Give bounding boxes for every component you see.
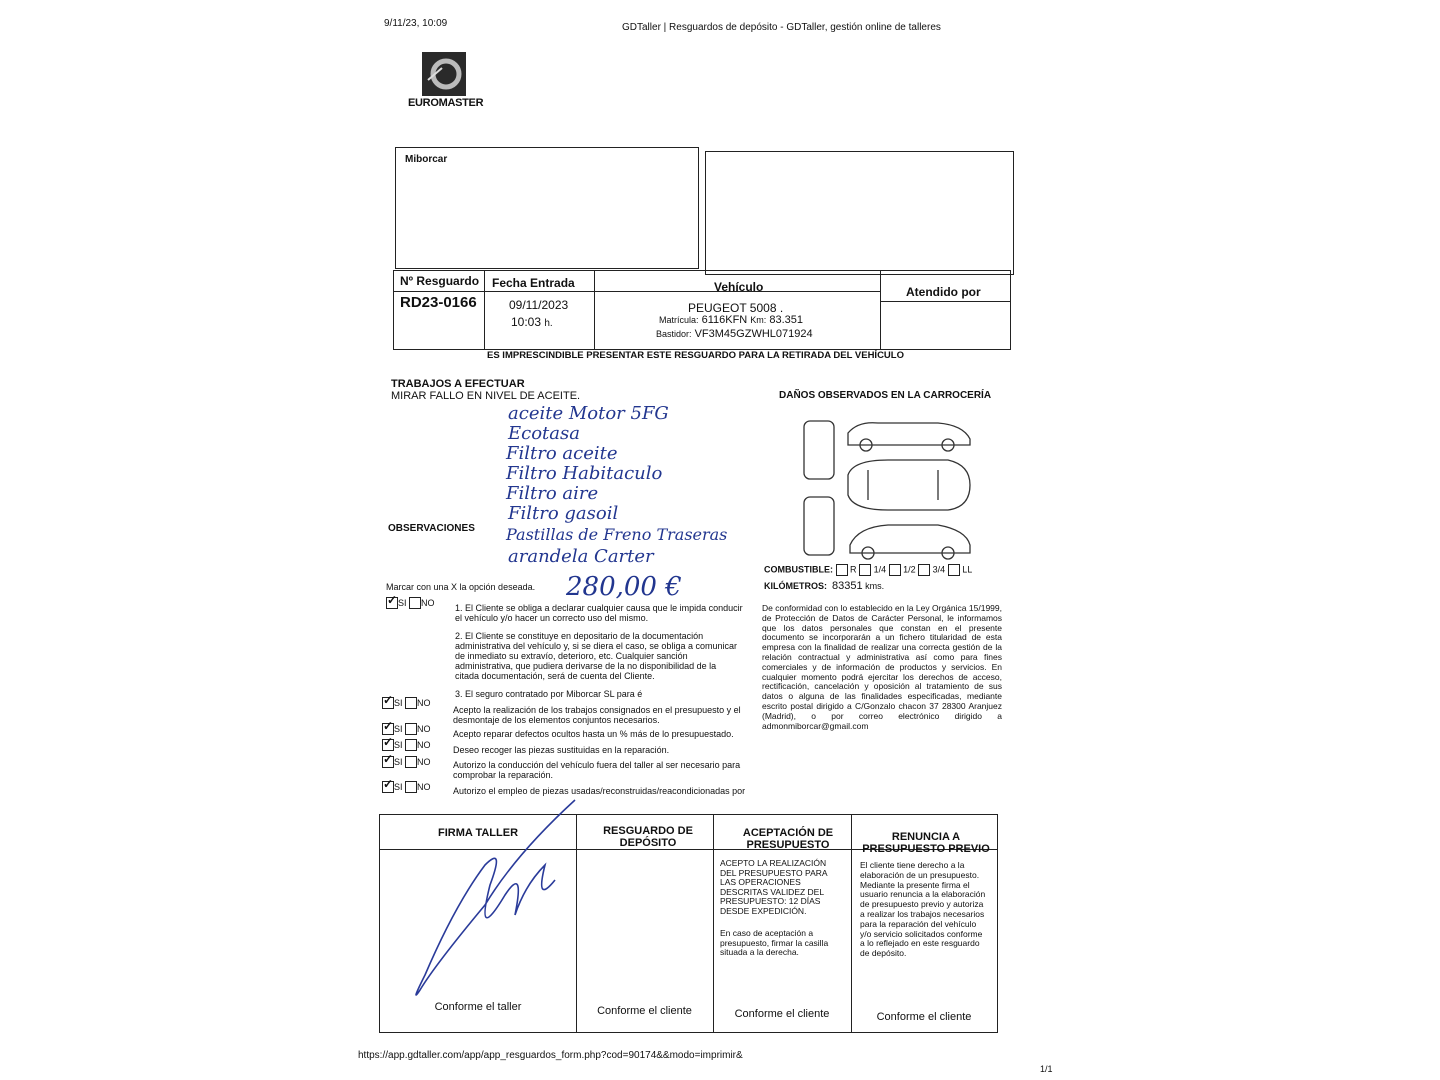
damage-title: DAÑOS OBSERVADOS EN LA CARROCERÍA	[779, 390, 992, 401]
clause-1: 1. El Cliente se obliga a declarar cualquier causa que le impida conducir el vehículo y/o hacer un correcto uso del mismo.	[455, 603, 743, 623]
print-page-title: GDTaller | Resguardos de depósito - GDTaller, gestión online de talleres	[622, 22, 941, 33]
option-3-no-checkbox[interactable]	[405, 739, 417, 751]
handwritten-signature-icon	[395, 795, 595, 1005]
print-datetime: 9/11/23, 10:09	[384, 18, 448, 29]
handwritten-line: Filtro Habitaculo	[506, 463, 663, 484]
option-4-yesno: ✓SI NO	[382, 756, 431, 768]
option-2-text: Acepto reparar defectos ocultos hasta un % más de lo presupuestado.	[453, 729, 734, 739]
works-title: TRABAJOS A EFECTUAR	[391, 378, 525, 390]
euromaster-logo-icon	[422, 52, 466, 96]
header-fecha: Fecha Entrada	[492, 276, 575, 290]
clause-2: 2. El Cliente se constituye en depositario de la documentación administrativa del vehículo y, si se diera el caso, se obliga a comunicar de inmediato su extravío, deterioro, etc. Cualquier sanción administrativa, que pudiera derivarse de la no disponibilidad de la citada documentación, será de cuenta del Cliente.	[455, 631, 737, 681]
vehicle-plate-row: Matrícula: 6116KFN Km: 83.351	[659, 314, 804, 326]
option-3-text: Deseo recoger las piezas sustituidas en la reparación.	[453, 745, 670, 755]
option-2-yesno: ✓SI NO	[382, 723, 431, 735]
handwritten-line: arandela Carter	[508, 546, 654, 567]
conforme-taller: Conforme el taller	[434, 1001, 522, 1013]
option-5-yesno: ✓SI NO	[382, 781, 431, 793]
option-1-text: Acepto la realización de los trabajos consignados en el presupuesto y el desmontaje de los elementos conjuntos necesarios.	[453, 705, 741, 725]
signatures-table	[379, 814, 998, 1033]
header-atendido: Atendido por	[906, 285, 981, 299]
option-3-yes-checkbox[interactable]	[382, 739, 394, 751]
print-page-num: 1/1	[1040, 1064, 1053, 1074]
fuel-row: COMBUSTIBLE: R 1/4 1/2 3/4 LL	[764, 564, 973, 575]
client-box	[395, 147, 699, 269]
fuel-checkbox[interactable]	[948, 564, 960, 576]
option-5-no-checkbox[interactable]	[405, 781, 417, 793]
header-vehiculo: Vehículo	[714, 280, 764, 294]
clause-3: 3. El seguro contratado por Miborcar SL para é	[455, 689, 643, 699]
fuel-checkbox[interactable]	[859, 564, 871, 576]
option-2-yes-checkbox[interactable]	[382, 723, 394, 735]
option-4-yes-checkbox[interactable]	[382, 756, 394, 768]
fuel-checkbox[interactable]	[889, 564, 901, 576]
clause-1-yesno: ✓SI NO	[386, 597, 435, 609]
works-text: MIRAR FALLO EN NIVEL DE ACEITE.	[391, 390, 581, 402]
client-name: Miborcar	[405, 154, 448, 165]
conforme-cliente-aceptacion: Conforme el cliente	[734, 1008, 830, 1020]
handwritten-line: Pastillas de Freno Traseras	[506, 525, 728, 544]
handwritten-line: Filtro gasoil	[508, 503, 619, 524]
vehicle-owner-box	[705, 151, 1014, 275]
option-5-yes-checkbox[interactable]	[382, 781, 394, 793]
option-3-yesno: ✓SI NO	[382, 739, 431, 751]
vehicle-vin-row: Bastidor: VF3M45GZWHL071924	[656, 328, 813, 340]
option-1-yesno: ✓SI NO	[382, 697, 431, 709]
aceptacion-body: ACEPTO LA REALIZACIÓN DEL PRESUPUESTO PARA LAS OPERACIONES DESCRITAS VALIDEZ DEL PRESUPUESTO: 12 DÍAS DESDE EXPEDICIÓN.	[720, 858, 828, 916]
option-2-no-checkbox[interactable]	[405, 723, 417, 735]
entry-time: 10:03 h.	[511, 315, 553, 329]
marcar-label: Marcar con una X la opción deseada.	[386, 582, 536, 592]
fuel-checkbox[interactable]	[836, 564, 848, 576]
option-4-no-checkbox[interactable]	[405, 756, 417, 768]
conforme-cliente-renuncia: Conforme el cliente	[876, 1011, 972, 1023]
clause-1-no-checkbox[interactable]	[409, 597, 421, 609]
renuncia-body: El cliente tiene derecho a la elaboración de un presupuesto. Mediante la presente firma el usuario renuncia a la elaboración de presupuesto previo y autoriza a realizar los trabajos necesarios para la reparación del vehículo y/o servicio solicitados conforme a lo reflejado en este resguardo de depósito.	[860, 860, 986, 959]
option-1-no-checkbox[interactable]	[405, 697, 417, 709]
resguardo-number: RD23-0166	[400, 294, 477, 311]
resguardo-table	[393, 270, 1011, 350]
pickup-notice: ES IMPRESCINDIBLE PRESENTAR ESTE RESGUARDO PARA LA RETIRADA DEL VEHÍCULO	[487, 350, 904, 361]
fuel-checkbox[interactable]	[918, 564, 930, 576]
logo-text: EUROMASTER	[408, 97, 484, 109]
aceptacion-body2: En caso de aceptación a presupuesto, firmar la casilla situada a la derecha.	[720, 928, 829, 957]
print-url: https://app.gdtaller.com/app/app_resguardos_form.php?cod=90174&&modo=imprimir&	[358, 1050, 743, 1061]
handwritten-line: aceite Motor 5FG	[508, 403, 669, 424]
km-row: KILÓMETROS: 83351 kms.	[764, 580, 885, 592]
option-4-text: Autorizo la conducción del vehículo fuera del taller al ser necesario para comprobar la reparación.	[453, 760, 741, 780]
header-resguardo: Nº Resguardo	[400, 274, 480, 288]
sig-title-taller: FIRMA TALLER	[437, 827, 519, 839]
entry-date: 09/11/2023	[509, 298, 569, 312]
privacy-text: De conformidad con lo establecido en la Ley Orgánica 15/1999, de Protección de Datos de Carácter Personal, le informamos que los datos personales que constan en el presente documento se incorporarán a un fichero titularidad de esta empresa con la finalidad de realizar una correcta gestión de la relación contractual y administrativa así como para fines comerciales y de información de productos y servicios. En cualquier momento podrá ejercitar los derechos de acceso, rectificación, cancelación y oposición al tratamiento de sus datos o alguna de las finalidades especificadas, mediante escrito postal dirigido a C/Gonzalo chacon 37 28300 Aranjuez (Madrid), o por correo electrónico dirigido a admonmiborcar@gmail.com	[762, 603, 1002, 731]
handwritten-line: Filtro aceite	[506, 443, 618, 464]
handwritten-line: Ecotasa	[508, 423, 580, 444]
option-1-yes-checkbox[interactable]	[382, 697, 394, 709]
handwritten-price: 280,00 €	[566, 572, 682, 602]
car-diagram-icon	[798, 415, 976, 565]
clause-1-yes-checkbox[interactable]	[386, 597, 398, 609]
vehicle-model: PEUGEOT 5008 .	[688, 301, 784, 315]
sig-title-renuncia: RENUNCIA A PRESUPUESTO PREVIO	[862, 831, 990, 855]
sig-title-aceptacion: ACEPTACIÓN DE PRESUPUESTO	[742, 827, 834, 851]
observaciones-label: OBSERVACIONES	[388, 523, 475, 534]
conforme-cliente-deposito: Conforme el cliente	[597, 1005, 692, 1017]
handwritten-line: Filtro aire	[506, 483, 599, 504]
option-5-text: Autorizo el empleo de piezas usadas/reconstruidas/reacondicionadas por	[453, 786, 746, 796]
sig-title-deposito: RESGUARDO DE DEPÓSITO	[603, 825, 693, 849]
